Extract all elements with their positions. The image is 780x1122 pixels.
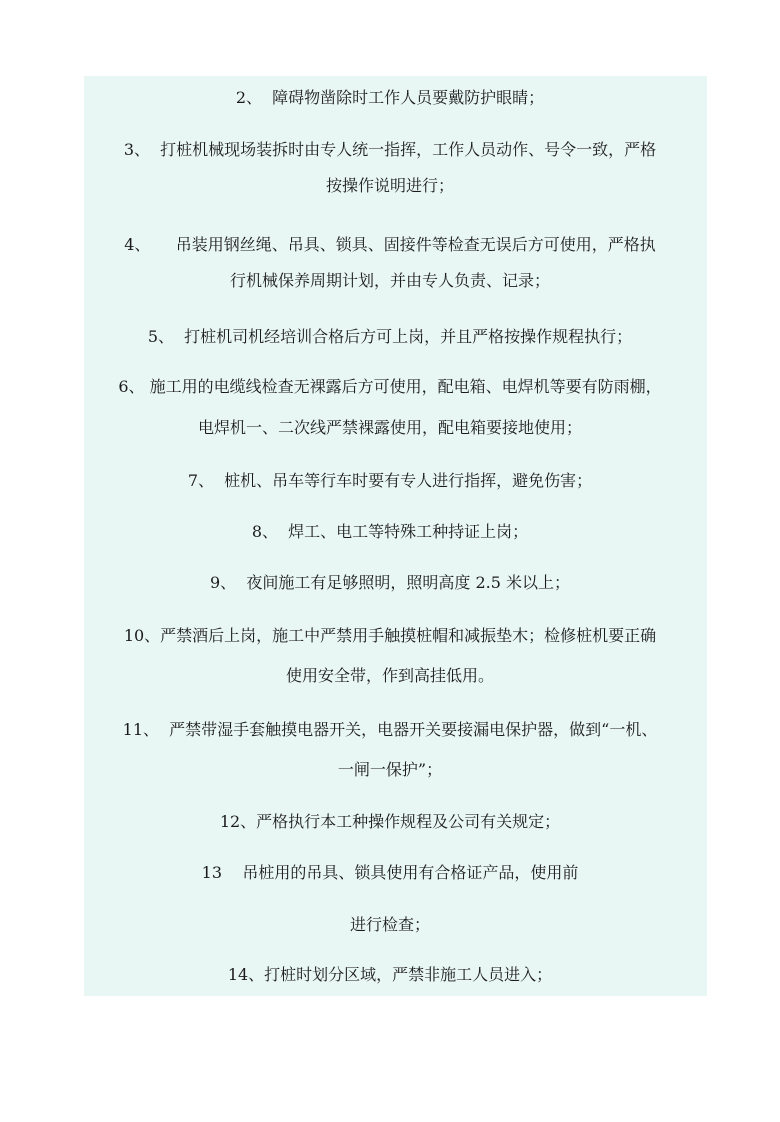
item-10-line-2: 使用安全带，作到高挂低用。 [285, 666, 494, 685]
item-10-line-1: 10、严禁酒后上岗，施工中严禁用手触摸桩帽和减振垫木；检修桩机要正确 [123, 626, 657, 645]
item-11-line-2: 一闸一保护”； [337, 760, 443, 779]
item-8-line-1: 8、 焊工、电工等特殊工种持证上岗； [251, 522, 529, 541]
item-13-line-1: 13 吊桩用的吊具、锁具使用有合格证产品，使用前 [201, 863, 579, 882]
item-3-line-2: 按操作说明进行； [325, 176, 454, 195]
item-13-line-2: 进行检查； [349, 915, 430, 934]
item-7-line-1: 7、 桩机、吊车等行车时要有专人进行指挥，避免伤害； [187, 471, 593, 490]
item-9-line-1: 9、 夜间施工有足够照明，照明高度 2.5 米以上； [210, 573, 570, 592]
item-3-line-1: 3、 打桩机械现场装拆时由专人统一指挥，工作人员动作、号令一致，严格 [123, 140, 657, 159]
item-14-line-1: 14、打桩时划分区域，严禁非施工人员进入； [227, 965, 553, 984]
item-11-line-1: 11、 严禁带湿手套触摸电器开关，电器开关要接漏电保护器，做到“一机、 [122, 720, 658, 739]
item-5-line-1: 5、 打桩机司机经培训合格后方可上岗，并且严格按操作规程执行； [147, 327, 633, 346]
item-6-line-2: 电焊机一、二次线严禁裸露使用，配电箱要接地使用； [197, 418, 582, 437]
item-4-line-2: 行机械保养周期计划，并由专人负责、记录； [229, 271, 550, 290]
item-12-line-1: 12、严格执行本工种操作规程及公司有关规定； [219, 812, 561, 831]
item-4-line-1: 4、 吊装用钢丝绳、吊具、锁具、固接件等检查无误后方可使用，严格执 [124, 235, 656, 254]
item-2-line-1: 2、 障碍物凿除时工作人员要戴防护眼睛； [235, 88, 545, 107]
item-6-line-1: 6、 施工用的电缆线检查无裸露后方可使用，配电箱、电焊机等要有防雨棚， [118, 377, 662, 396]
